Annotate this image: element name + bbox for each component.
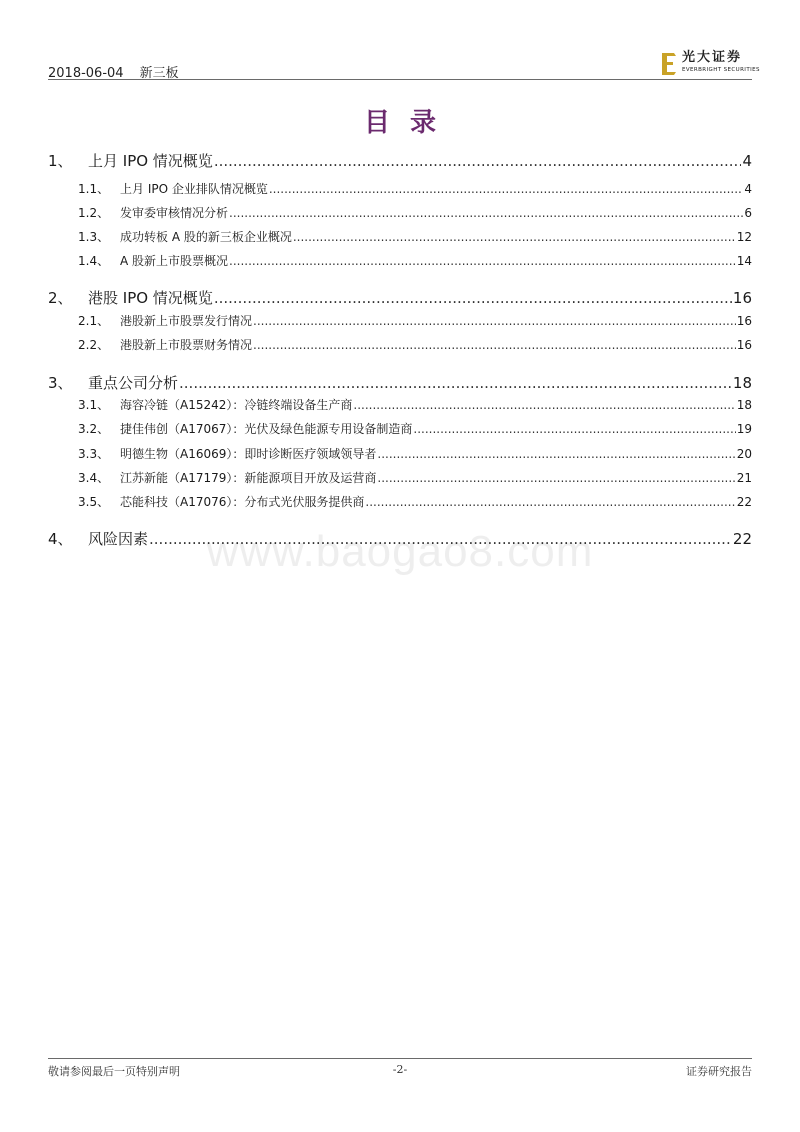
- toc-entry-number: 2、: [48, 289, 73, 307]
- toc-entry-label: 海容冷链（A15242）：冷链终端设备生产商: [120, 398, 353, 412]
- toc-entry-number: 3、: [48, 374, 73, 392]
- toc-entry[interactable]: [48, 180, 752, 197]
- toc-entry-label: 发审委审核情况分析: [120, 206, 229, 220]
- header-rule: [48, 79, 752, 80]
- toc-dot-leader: [229, 254, 736, 268]
- toc-entry-page: 16: [736, 314, 752, 328]
- toc-entry-number: 3.2、: [78, 422, 110, 436]
- toc-entry-page: 4: [742, 152, 752, 170]
- toc-entry-label: 港股 IPO 情况概览: [88, 289, 213, 307]
- toc-entry-label: 上月 IPO 情况概览: [88, 152, 213, 170]
- toc-entry-label: 明德生物（A16069）：即时诊断医疗领域领导者: [120, 447, 377, 461]
- toc-entry-page: 14: [736, 254, 752, 268]
- toc-entry-page: 21: [736, 471, 752, 485]
- toc-entry-number: 1.2、: [78, 206, 110, 220]
- toc-entry[interactable]: [48, 336, 752, 353]
- report-section: 新三板: [139, 66, 179, 81]
- toc-entry-page: 22: [736, 495, 752, 509]
- toc-entry-page: 16: [732, 289, 752, 307]
- toc-entry-number: 1.4、: [78, 254, 110, 268]
- page-number: -2-: [392, 1063, 408, 1076]
- toc-entry-number: 3.3、: [78, 447, 110, 461]
- toc-entry-label: 捷佳伟创（A17067）：光伏及绿色能源专用设备制造商: [120, 422, 413, 436]
- toc-entry[interactable]: [48, 252, 752, 269]
- toc-entry-page: 18: [732, 374, 752, 392]
- watermark: www.baogao8.com: [206, 527, 594, 576]
- toc-entry-label: 重点公司分析: [88, 374, 179, 392]
- footer-report-type: 证券研究报告: [686, 1065, 752, 1078]
- toc-entry[interactable]: [48, 469, 752, 486]
- everbright-logo-mark-icon: [660, 52, 678, 76]
- toc-entry[interactable]: [48, 228, 752, 245]
- toc-entry[interactable]: [48, 312, 752, 329]
- toc-entry-number: 2.1、: [78, 314, 110, 328]
- everbright-logo: [660, 50, 760, 78]
- toc-entry[interactable]: [48, 528, 752, 549]
- toc-entry-page: 4: [744, 182, 752, 196]
- toc-entry[interactable]: [48, 150, 752, 171]
- toc-dot-leader: [214, 152, 742, 170]
- logo-text: [682, 50, 760, 74]
- logo-en: EVERBRIGHT SECURITIES: [682, 67, 760, 73]
- footer-disclaimer: 敬请参阅最后一页特别声明: [48, 1065, 180, 1078]
- toc-entry-label: A 股新上市股票概况: [120, 254, 229, 268]
- toc-dot-leader: [214, 289, 732, 307]
- toc-entry-page: 18: [736, 398, 752, 412]
- toc-dot-leader: [377, 471, 735, 485]
- toc-entry-number: 1.3、: [78, 230, 110, 244]
- page-title: 目录: [363, 108, 456, 138]
- toc-dot-leader: [253, 314, 736, 328]
- toc-dot-leader: [253, 338, 736, 352]
- report-date: 2018-06-04: [48, 66, 124, 81]
- toc-dot-leader: [269, 182, 744, 196]
- toc-entry-label: 成功转板 A 股的新三板企业概况: [120, 230, 292, 244]
- toc-entry-number: 4、: [48, 530, 73, 548]
- toc-entry-number: 2.2、: [78, 338, 110, 352]
- toc-entry-page: 16: [736, 338, 752, 352]
- toc-dot-leader: [353, 398, 735, 412]
- toc-entry-number: 1、: [48, 152, 73, 170]
- toc-entry-page: 6: [744, 206, 752, 220]
- toc-entry[interactable]: [48, 396, 752, 413]
- toc-entry-label: 芯能科技（A17076）：分布式光伏服务提供商: [120, 495, 365, 509]
- toc-dot-leader: [149, 530, 732, 548]
- toc-entry-page: 19: [736, 422, 752, 436]
- toc-dot-leader: [377, 447, 735, 461]
- toc-entry-number: 1.1、: [78, 182, 110, 196]
- toc-entry-page: 12: [736, 230, 752, 244]
- toc-entry-number: 3.1、: [78, 398, 110, 412]
- toc-dot-leader: [229, 206, 743, 220]
- logo-cn: 光大证券: [682, 50, 743, 65]
- toc-entry-page: 20: [736, 447, 752, 461]
- toc-dot-leader: [293, 230, 736, 244]
- toc-dot-leader: [365, 495, 735, 509]
- toc-entry-label: 上月 IPO 企业排队情况概览: [120, 182, 268, 196]
- toc-entry[interactable]: [48, 204, 752, 221]
- page-header: [48, 50, 760, 81]
- toc-dot-leader: [413, 422, 735, 436]
- toc-entry[interactable]: [48, 493, 752, 510]
- toc-entry[interactable]: [48, 287, 752, 308]
- toc-entry-label: 风险因素: [88, 530, 149, 548]
- toc-entry[interactable]: [48, 445, 752, 462]
- toc-dot-leader: [179, 374, 732, 392]
- toc-entry-number: 3.5、: [78, 495, 110, 509]
- toc-entry[interactable]: [48, 372, 752, 393]
- toc-entry-label: 江苏新能（A17179）：新能源项目开放及运营商: [120, 471, 377, 485]
- toc-entry[interactable]: [48, 420, 752, 437]
- toc-entry-label: 港股新上市股票财务情况: [120, 338, 253, 352]
- toc-entry-page: 22: [732, 530, 752, 548]
- toc-entry-number: 3.4、: [78, 471, 110, 485]
- footer-rule: [48, 1058, 752, 1059]
- toc-entry-label: 港股新上市股票发行情况: [120, 314, 253, 328]
